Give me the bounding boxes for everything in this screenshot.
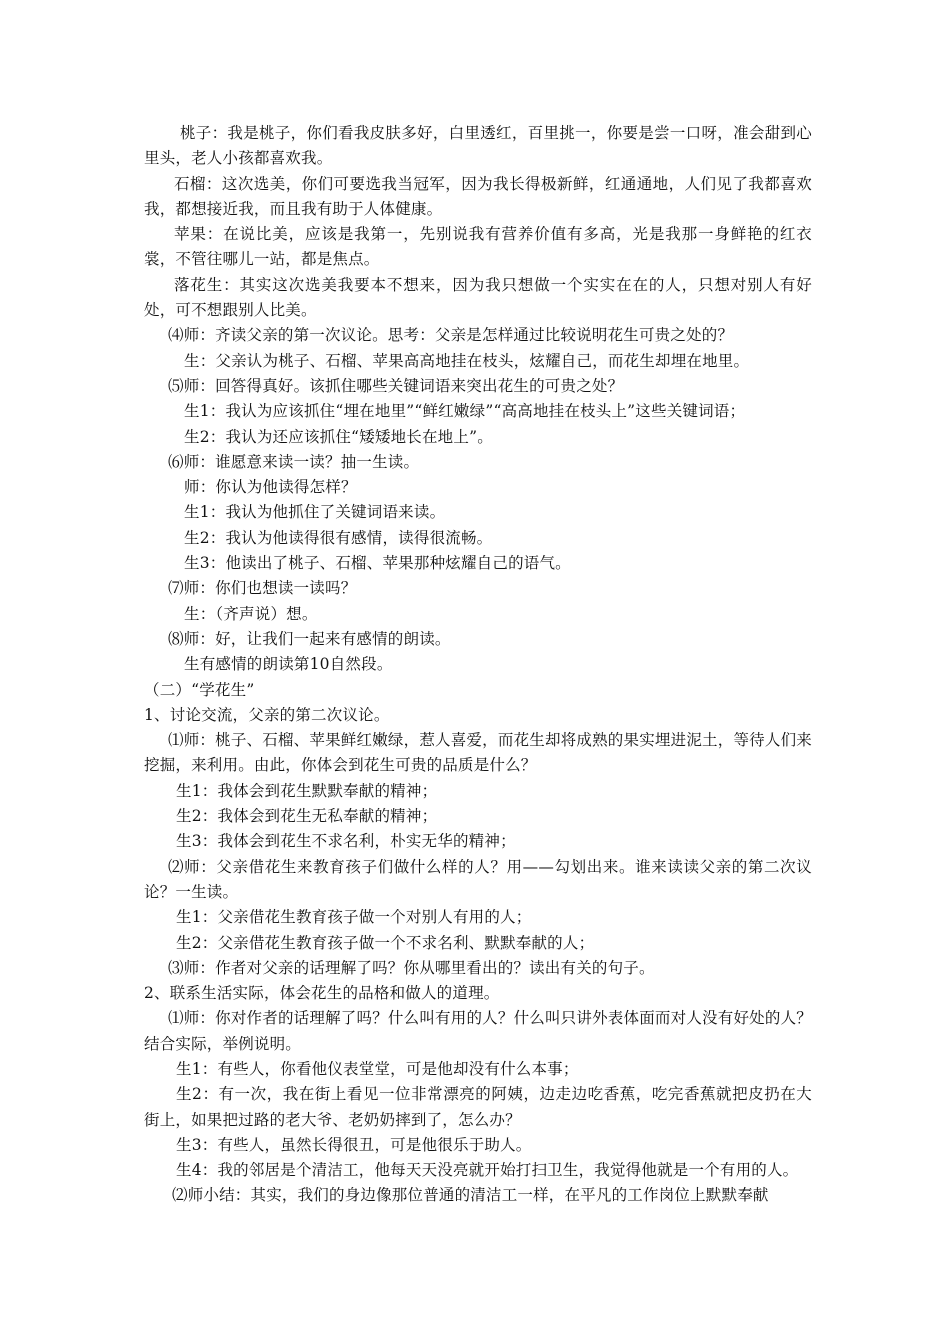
paragraph-student-2: 生2：我认为他读得很有感情，读得很流畅。 [184,528,493,547]
paragraph-peanut: 落花生：其实这次选美我要本不想来，因为我只想做一个实实在在的人，只想对别人有好处，可不想跟别人比美。 [144,275,812,320]
paragraph-student-3: 生3：他读出了桃子、石榴、苹果那种炫耀自己的语气。 [184,554,571,573]
paragraph-teacher-4: ⑷师：齐读父亲的第一次议论。思考：父亲是怎样通过比较说明花生可贵之处的？ [168,326,734,345]
paragraph-student: 生：父亲认为桃子、石榴、苹果高高地挂在枝头，炫耀自己，而花生却埋在地里。 [184,351,750,370]
paragraph-teacher-8: ⑻师：好，让我们一起来有感情的朗读。 [168,629,451,648]
paragraph-student-2: 生2：我认为还应该抓住“矮矮地长在地上”。 [184,427,493,446]
paragraph-teacher-ask: 师：你认为他读得怎样？ [184,478,357,497]
paragraph-student-2: 生2：我体会到花生无私奉献的精神； [176,807,438,826]
paragraph-student-3: 生3：我体会到花生不求名利，朴实无华的精神； [176,832,516,851]
paragraph-step-1: 1、讨论交流，父亲的第二次议论。 [144,705,390,724]
paragraph-teacher-q2: ⑵师：父亲借花生来教育孩子们做什么样的人？用——勾划出来。谁来读读父亲的第二次议论？一生读。 [144,857,812,901]
paragraph-teacher-summary: ⑵师小结：其实，我们的身边像那位普通的清洁工一样，在平凡的工作岗位上默默奉献 [172,1186,769,1205]
document-body [144,121,812,1209]
paragraph-step-2: 2、联系生活实际，体会花生的品格和做人的道理。 [144,984,500,1003]
paragraph-peach: 桃子：我是桃子，你们看我皮肤多好，白里透红，百里挑一，你要是尝一口呀，准会甜到心里头，老人小孩都喜欢我。 [144,124,812,168]
paragraph-pomegranate: 石榴：这次选美，你们可要选我当冠军，因为我长得极新鲜，红通通地，人们见了我都喜欢我，都想接近我，而且我有助于人体健康。 [144,174,812,218]
paragraph-student-1: 生1：我体会到花生默默奉献的精神； [176,781,438,800]
paragraph-teacher-q1: ⑴师：桃子、石榴、苹果鲜红嫩绿，惹人喜爱，而花生却将成熟的果实埋进泥土，等待人们来挖掘，来利用。由此，你体会到花生可贵的品质是什么？ [144,731,812,775]
paragraph-teacher-7: ⑺师：你们也想读一读吗？ [168,579,357,598]
paragraph-student-read: 生有感情的朗读第10自然段。 [184,655,393,674]
paragraph-teacher-5: ⑸师：回答得真好。该抓住哪些关键词语来突出花生的可贵之处？ [168,376,624,395]
paragraph-student-1: 生1：有些人，你看他仪表堂堂，可是他却没有什么本事； [176,1059,579,1078]
paragraph-student-1: 生1：我认为他抓住了关键词语来读。 [184,503,446,522]
paragraph-teacher-q4: ⑴师：你对作者的话理解了吗？什么叫有用的人？什么叫只讲外表体面而对人没有好处的人？结合实际，举例说明。 [144,1009,812,1053]
paragraph-student-4: 生4：我的邻居是个清洁工，他每天天没亮就开始打扫卫生，我觉得他就是一个有用的人。 [176,1161,799,1180]
paragraph-apple: 苹果：在说比美，应该是我第一，先别说我有营养价值有多高，光是我那一身鲜艳的红衣裳，不管往哪儿一站，都是焦点。 [144,225,812,269]
paragraph-student-chorus: 生：（齐声说）想。 [184,604,318,623]
section-heading-learn-peanut: （二）“学花生” [144,680,255,699]
paragraph-student-2: 生2：父亲借花生教育孩子做一个不求名利、默默奉献的人； [176,933,595,952]
paragraph-teacher-6: ⑹师：谁愿意来读一读？抽一生读。 [168,452,420,471]
paragraph-student-2: 生2：有一次，我在街上看见一位非常漂亮的阿姨，边走边吃香蕉，吃完香蕉就把皮扔在大街上，如果把过路的老大爷、老奶奶摔到了，怎么办？ [144,1085,812,1129]
paragraph-student-3: 生3：有些人，虽然长得很丑，可是他很乐于助人。 [176,1135,532,1154]
paragraph-student-1: 生1：父亲借花生教育孩子做一个对别人有用的人； [176,908,532,927]
paragraph-teacher-q3: ⑶师：作者对父亲的话理解了吗？你从哪里看出的？读出有关的句子。 [168,958,655,977]
paragraph-student-1: 生1：我认为应该抓住“埋在地里”“鲜红嫩绿”“高高地挂在枝头上”这些关键词语； [184,402,746,421]
